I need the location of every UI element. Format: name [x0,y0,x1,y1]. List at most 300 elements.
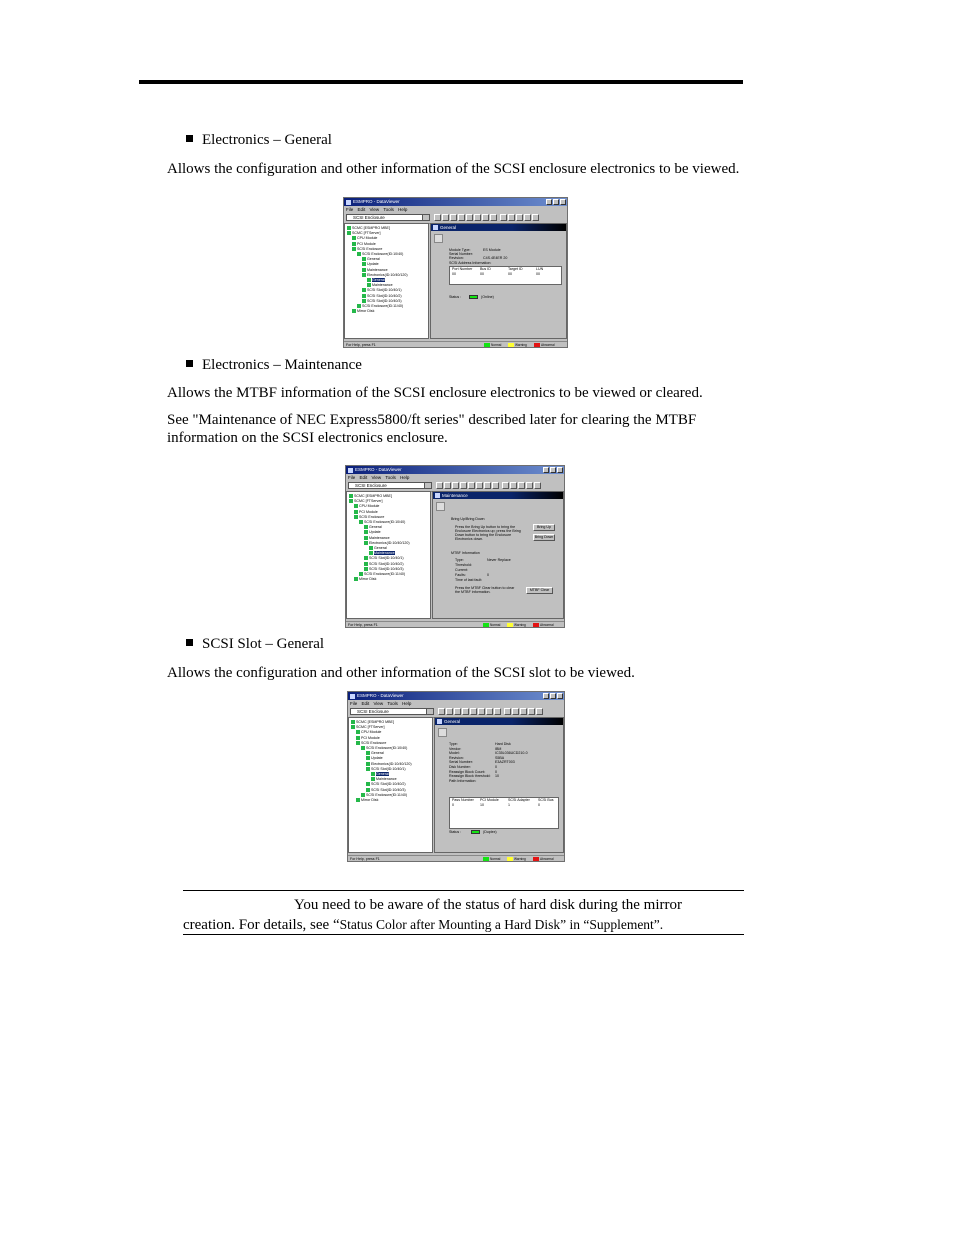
tree-item[interactable] [371,777,397,781]
tree-node-icon [367,278,371,282]
tree-view[interactable] [348,717,433,853]
tree-item[interactable] [369,546,387,550]
tree-item-label: PCI Module [357,241,376,246]
table-cell: 00 [508,272,512,276]
note-box [183,895,744,935]
toolbar-button[interactable] [526,482,533,489]
help-text: Enclosure Electronics up; press the Bring [455,529,521,533]
chevron-down-icon[interactable] [426,709,433,714]
tree-item-label: General [374,546,387,550]
status-color-icon [469,295,478,299]
maximize-icon[interactable] [550,693,556,699]
field-value: 0 [487,573,489,577]
legend-normal: Normal [483,623,500,627]
field-label: Threshold: [455,563,472,567]
legend-abnormal: Abnormal [533,623,554,627]
tree-node-icon [364,541,368,545]
tree-item[interactable] [352,247,382,251]
field-value: C4S.4E4ER 20 [483,256,508,260]
bullet-square-icon [186,135,193,142]
bullet-square-icon [186,639,193,646]
maximize-icon[interactable] [553,199,559,205]
tree-item[interactable] [366,782,406,786]
tree-item[interactable] [347,231,381,235]
bring-down-button[interactable]: Bring Down [534,535,554,539]
status-value: (Online) [481,295,494,299]
toolbar-button[interactable] [508,214,515,221]
tree-node-icon [362,294,366,298]
legend-abnormal: Abnormal [533,857,554,861]
tree-item[interactable] [349,494,392,498]
tree-item[interactable] [362,262,379,266]
note-line: You need to be aware of the status of hard disk during the mirror [294,897,682,913]
help-text: Press the MTBF Clear button to clear [455,586,515,590]
tree-item[interactable] [362,299,402,303]
toolbar-button[interactable] [458,214,465,221]
close-icon[interactable] [560,199,566,205]
table-cell: 00 [480,272,484,276]
field-label: Faults: [455,573,466,577]
window-title-bar: ESMPRO - DataViewer [348,692,564,700]
tree-item-label: SCSI Slot(ID:10/40/2) [367,293,402,298]
header-rule [139,80,743,84]
column-header: SCSI Bus [538,798,554,802]
tree-item[interactable] [356,741,386,745]
field-label: Disk Number: [449,765,471,769]
tree-item-label: SCSI Enclosure [359,514,385,519]
tree-item-label: SCMC [FTServer] [354,499,383,504]
toolbar-button[interactable] [446,708,453,715]
field-label: Path Information: [449,778,477,783]
tree-node-icon [364,525,368,529]
toolbar-button[interactable] [494,708,501,715]
bullet-square-icon [186,360,193,367]
app-icon [348,468,353,473]
tree-node-icon [352,242,356,246]
tree-item[interactable] [366,767,406,771]
note-top-rule [183,890,744,891]
tree-item[interactable] [362,294,402,298]
mtbf-clear-button[interactable]: MTBF Clear [526,587,553,594]
panel-header: General [431,224,566,231]
tree-item[interactable] [366,762,412,766]
field-label: Model: [449,751,460,756]
tree-node-icon [362,288,366,292]
tree-node-icon [362,262,366,266]
tree-item-label: SCSI Slot(ID:10/40/1) [367,288,402,293]
tree-item-label: Mirror Disk [357,309,375,314]
tree-item-label: General [376,772,389,776]
tree-node-icon [366,782,370,786]
module-icon [434,234,443,243]
column-header: Port Number [452,267,473,271]
tree-node-icon [361,746,365,750]
menu-bar[interactable]: File Edit View Tools Help [348,475,410,480]
status-value: (Duplex) [483,830,497,834]
tree-item[interactable] [354,515,384,519]
tree-node-icon [366,767,370,771]
tree-node-icon [359,520,363,524]
menu-bar[interactable]: File Edit View Tools Help [350,701,412,706]
tree-view[interactable] [346,491,431,619]
toolbar-button[interactable] [442,214,449,221]
status-label: Status : [449,295,462,299]
toolbar-button[interactable] [516,214,523,221]
tree-item[interactable] [366,756,383,760]
legend-normal: Normal [484,343,501,347]
toolbar-button[interactable] [512,708,519,715]
legend-warning: Warning [508,343,527,347]
tree-item[interactable] [354,510,378,514]
field-label: Type: [455,558,464,562]
field-label: Revision: [449,256,464,260]
toolbar-button[interactable] [528,708,535,715]
toolbar-button[interactable] [482,214,489,221]
table-cell: 1 [508,803,510,807]
address-table[interactable] [449,266,562,285]
toolbar-button[interactable] [434,214,441,221]
tree-node-icon [364,530,368,534]
panel-icon [437,719,442,724]
tree-node-icon [351,720,355,724]
tree-item[interactable] [354,577,376,581]
panel-header: Maintenance [433,492,563,499]
tree-item-label: Update [371,756,383,761]
tree-node-icon [362,257,366,261]
tree-item-label: CPU Module [359,504,380,509]
field-label: Serial Number: [449,760,473,765]
abnormal-color-icon [534,343,540,347]
toolbar-button[interactable] [444,482,451,489]
screenshot-electronics-general [343,197,568,348]
status-bar: For Help, press F1 Normal Warning Abnormal [346,621,564,627]
tree-item[interactable] [356,736,380,740]
app-icon [346,200,351,205]
disk-icon [438,728,447,737]
tree-node-icon [347,231,351,235]
toolbar-button[interactable] [476,482,483,489]
tree-item-label: SCSI Slot(ID:10/40/2) [371,782,406,787]
tree-node-icon [356,730,360,734]
tree-item[interactable] [362,257,380,261]
detail-panel [434,717,564,853]
status-label: Status : [449,830,462,834]
field-value: 0 [495,769,497,774]
tree-item[interactable] [367,283,393,287]
tree-item-label: CPU Module [357,236,378,241]
tree-node-icon [357,252,361,256]
field-label: Reassign Block Count: [449,769,486,774]
menu-bar[interactable]: File Edit View Tools Help [346,207,408,212]
tree-item-label: Maintenance [372,283,393,288]
tree-item[interactable] [361,746,407,750]
tree-node-icon [354,510,358,514]
tree-node-icon [352,309,356,313]
table-cell: 10 [480,803,484,807]
group-title: Bring Up/Bring Down [451,517,485,521]
minimize-icon[interactable] [543,693,549,699]
tree-node-icon [364,567,368,571]
detail-panel [432,491,564,619]
field-value: IC35L036UCD210-0 [495,751,528,756]
tree-node-icon [354,577,358,581]
tree-item[interactable] [347,226,390,230]
maximize-icon[interactable] [550,467,556,473]
tree-item[interactable] [354,504,379,508]
help-text: Press the Bring Up button to bring the [455,525,516,529]
field-label: Revision: [449,755,464,760]
tree-item-label: SCSI Enclosure(ID:10/40) [366,746,408,750]
note-line: creation. For details, see “Status Color after Mounting a Hard Disk” in “Supplement”. [183,917,664,933]
app-icon [350,694,355,699]
toolbar-button[interactable] [468,482,475,489]
tree-node-icon [351,725,355,729]
toolbar-button[interactable] [460,482,467,489]
tree-node-icon [349,499,353,503]
legend-abnormal: Abnormal [534,343,555,347]
tree-item[interactable] [357,304,403,308]
column-header: PCI Module [480,798,499,802]
toolbar-button[interactable] [478,708,485,715]
tree-item-label: SCSI Enclosure(ID:11/40) [362,304,404,308]
tree-node-icon [362,299,366,303]
tree-item[interactable] [366,751,384,755]
field-label: Time of last fault: [455,578,483,582]
field-label: Vendor: [449,746,462,751]
field-label: Serial Number: [449,252,473,256]
tree-node-icon [354,515,358,519]
tree-item-label: Maintenance [376,777,397,782]
toolbar-button[interactable] [492,482,499,489]
field-label: Reassign Block threshold: [449,774,491,779]
table-cell: 00 [536,272,540,276]
tree-node-icon [361,793,365,797]
tree-item-label: Electronics(ID:10/40/120) [369,540,410,545]
tree-item[interactable] [362,268,388,272]
minimize-icon[interactable] [543,467,549,473]
warning-color-icon [507,623,513,627]
tree-item[interactable] [364,525,382,529]
tree-item-label: Maintenance [369,535,390,540]
tree-item[interactable] [359,572,405,576]
field-label: SCSI Address Information: [449,261,492,265]
tree-item[interactable] [352,309,374,313]
tree-item-label: Mirror Disk [361,798,379,802]
tree-item-label: Maintenance [367,267,388,272]
toolbar-button[interactable] [486,708,493,715]
tree-node-icon [347,226,351,230]
tree-node-icon [362,273,366,277]
tree-item[interactable] [361,793,407,797]
field-value: S5BA [495,755,505,760]
tree-item-label: SCSI Slot(ID:10/40/3) [369,566,404,571]
field-value: IBM [495,746,502,751]
normal-color-icon [484,343,490,347]
paragraph: See "Maintenance of NEC Express5800/ft series" described later for clearing the MTBF [167,412,697,428]
tree-node-icon [359,572,363,576]
toolbar-button[interactable] [474,214,481,221]
toolbar-button[interactable] [510,482,517,489]
tree-item[interactable] [352,236,377,240]
tree-item-label: SCMC [ESMPRO MBE] [356,720,394,724]
help-text: Electronics down. [455,537,484,541]
tree-node-icon [349,494,353,498]
tree-item-label: Update [369,530,381,535]
tree-item[interactable] [371,772,389,776]
tree-item-label: Mirror Disk [359,577,377,582]
tree-item[interactable] [364,541,410,545]
close-icon[interactable] [557,467,563,473]
tree-item[interactable] [357,252,403,256]
status-bar: For Help, press F1 Normal Warning Abnormal [348,855,564,861]
section-heading-electronics-maintenance: Electronics – Maintenance [186,357,362,374]
tree-item[interactable] [364,536,390,540]
tree-node-icon [364,562,368,566]
panel-icon [433,225,438,230]
tree-item-label: SCSI Slot(ID:10/40/3) [371,787,406,792]
tree-item-label: General [367,257,380,262]
enclosure-combo[interactable]: SCSI Enclosure [350,708,434,715]
toolbar-button[interactable] [470,708,477,715]
tree-item[interactable] [369,551,395,555]
table-cell: 0 [538,803,540,807]
group-title: MTBF Information [451,551,480,555]
toolbar-button[interactable] [504,708,511,715]
tree-item[interactable] [364,567,404,571]
tree-item[interactable] [351,725,385,729]
warning-color-icon [508,343,514,347]
paragraph: Allows the configuration and other information of the SCSI slot to be viewed. [167,665,635,681]
tree-item-label: PCI Module [361,735,380,740]
tree-item-label: General [369,525,382,530]
toolbar-button[interactable] [438,708,445,715]
tree-node-icon [371,777,375,781]
toolbar-button[interactable] [462,708,469,715]
tree-item-label: SCSI Enclosure [357,246,383,251]
toolbar-button[interactable] [520,708,527,715]
toolbar-button[interactable] [466,214,473,221]
tree-node-icon [356,736,360,740]
field-label: Type: [449,742,458,746]
tree-node-icon [367,283,371,287]
help-text: the MTBF information. [455,590,491,594]
note-bottom-rule [183,934,744,935]
column-header: Bus ID [480,267,491,271]
toolbar-button[interactable] [500,214,507,221]
tree-item[interactable] [351,720,394,724]
tree-item[interactable] [364,562,404,566]
tree-node-icon [369,551,373,555]
tree-node-icon [354,504,358,508]
table-cell: 0 [452,803,454,807]
legend-warning: Warning [507,857,526,861]
module-icon [436,502,445,511]
tree-node-icon [364,556,368,560]
field-value: E3AZRT003 [495,760,515,765]
tree-item[interactable] [362,288,402,292]
tree-item[interactable] [356,798,378,802]
section-heading-electronics-general: Electronics – General [186,132,332,149]
window-title-bar: ESMPRO - DataViewer [344,198,567,206]
tree-item[interactable] [364,530,381,534]
toolbar-button[interactable] [536,708,543,715]
tree-item[interactable] [362,273,408,277]
tree-node-icon [366,762,370,766]
abnormal-color-icon [533,623,539,627]
tree-item-label: CPU Module [361,730,382,735]
abnormal-color-icon [533,857,539,861]
toolbar-button[interactable] [524,214,531,221]
toolbar-button[interactable] [534,482,541,489]
tree-item-label: PCI Module [359,509,378,514]
tree-node-icon [356,798,360,802]
tree-node-icon [352,236,356,240]
tree-node-icon [366,788,370,792]
enclosure-combo[interactable]: SCSI Enclosure [346,214,430,221]
bring-up-button[interactable]: Bring Up [533,524,555,531]
column-header: SCSI Adapter [508,798,530,802]
field-label: Current: [455,568,468,572]
toolbar-button[interactable] [454,708,461,715]
chevron-down-icon[interactable] [424,483,431,488]
field-value: Hard Disk [495,742,511,746]
toolbar-button[interactable] [436,482,443,489]
minimize-icon[interactable] [546,199,552,205]
tree-item-label: SCSI Enclosure(ID:11/40) [366,792,408,797]
tree-item[interactable] [366,788,406,792]
tree-item-label: Update [367,262,379,267]
table-cell: 00 [452,272,456,276]
tree-item-label: SCSI Slot(ID:10/40/1) [369,556,404,561]
paragraph: Allows the MTBF information of the SCSI enclosure electronics to be viewed or cleared. [167,385,703,401]
toolbar-button[interactable] [518,482,525,489]
tree-item-label: Electronics(ID:10/40/120) [371,761,412,766]
tree-item-label: SCSI Enclosure(ID:10/40) [364,520,406,524]
status-bar: For Help, press F1 Normal Warning Abnormal [344,341,567,347]
toolbar-button[interactable] [452,482,459,489]
toolbar-button[interactable] [490,214,497,221]
chevron-down-icon[interactable] [422,215,429,220]
field-value: Never Replace [487,558,511,562]
toolbar-button[interactable] [450,214,457,221]
tree-item[interactable] [364,556,404,560]
tree-item[interactable] [349,499,383,503]
tree-view[interactable] [344,223,429,339]
tree-node-icon [369,546,373,550]
tree-item[interactable] [356,730,381,734]
path-table[interactable] [449,797,559,829]
tree-item-label: SCSI Slot(ID:10/40/1) [371,766,406,771]
toolbar-button[interactable] [532,214,539,221]
tree-node-icon [371,772,375,776]
tree-item-label: SCSI Slot(ID:10/40/3) [367,298,402,303]
panel-icon [435,493,440,498]
tree-item-label: SCSI Enclosure(ID:11/40) [364,572,406,576]
detail-panel [430,223,567,339]
tree-item[interactable] [352,242,376,246]
toolbar-button[interactable] [502,482,509,489]
tree-item[interactable] [367,278,385,282]
tree-item-label: SCMC [ESMPRO MBE] [352,226,390,230]
enclosure-combo[interactable]: SCSI Enclosure [348,482,432,489]
tree-item[interactable] [359,520,405,524]
help-text: Down button to bring the Enclosure [455,533,512,537]
normal-color-icon [483,857,489,861]
toolbar-button[interactable] [484,482,491,489]
paragraph: Allows the configuration and other information of the SCSI enclosure electronics to be viewed. [167,161,740,177]
tree-item-label: General [371,751,384,756]
close-icon[interactable] [557,693,563,699]
